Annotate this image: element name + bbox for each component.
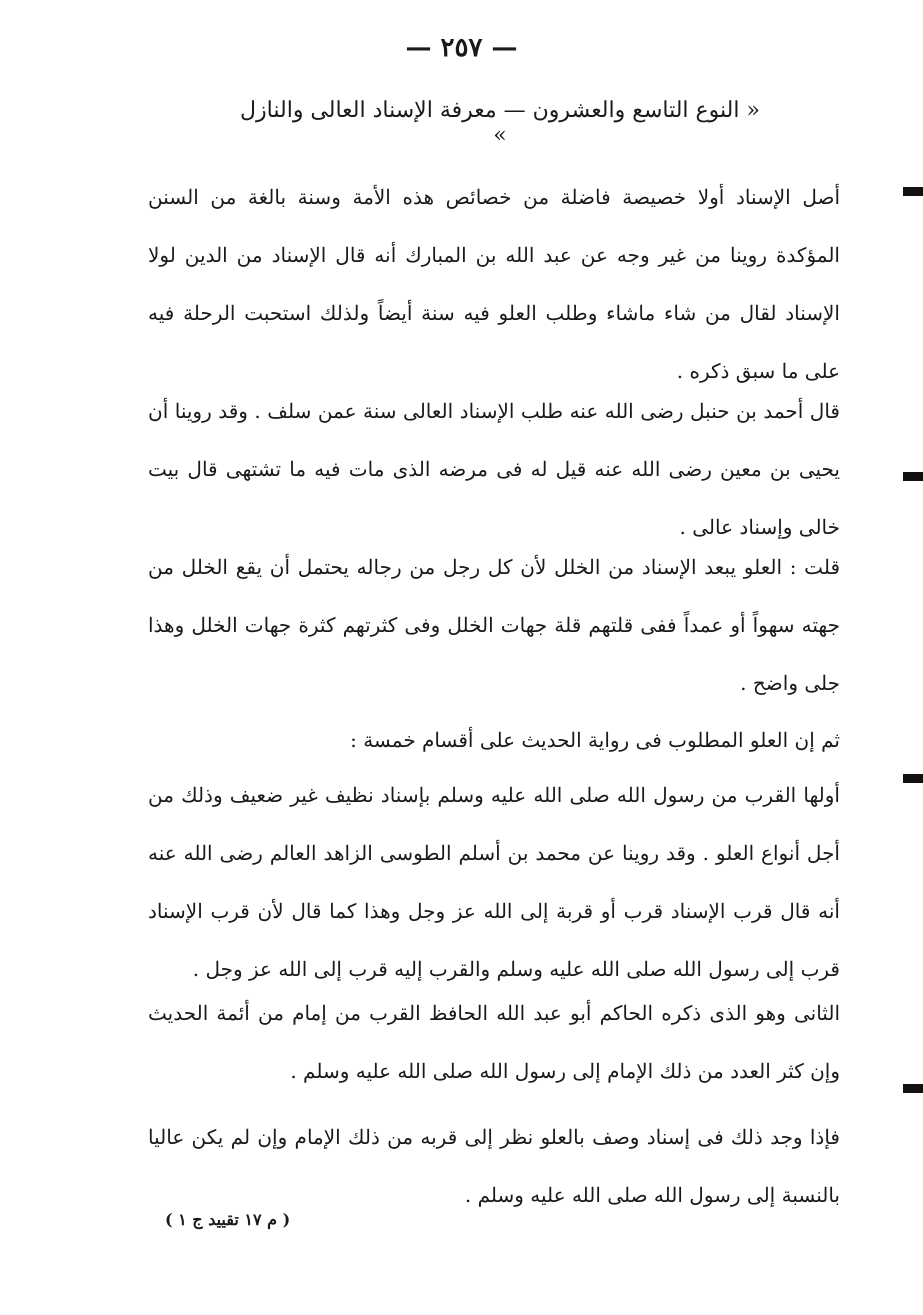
chapter-title: « النوع التاسع والعشرون — معرفة الإسناد العالى والنازل »	[240, 98, 760, 148]
page-number: — ٢٥٧ —	[405, 33, 518, 63]
paragraph-text: قال أحمد بن حنبل رضى الله عنه طلب الإسناد العالى سنة عمن سلف . وقد روينا أن يحيى بن معين رضى الله عنه قيل له فى مرضه الذى مات فيه ما تشتهى قال بيت خالى وإسناد عالى .	[148, 399, 840, 539]
paragraph-4	[148, 711, 840, 769]
paragraph-text: قلت : العلو يبعد الإسناد من الخلل لأن كل رجل من رجاله يحتمل أن يقع الخلل من جهته سهواً أو عمداً ففى قلتهم قلة جهات الخلل وفى كثرتهم كثرة جهات الخلل وهذا جلى واضح .	[148, 555, 840, 695]
paragraph-3	[148, 538, 840, 712]
paragraph-6	[148, 984, 840, 1100]
margin-mark	[903, 472, 923, 481]
paragraph-5	[148, 766, 840, 998]
footer-signature: ( م ١٧ تقييد ج ١ )	[165, 1210, 291, 1229]
paragraph-text: ثم إن العلو المطلوب فى رواية الحديث على أقسام خمسة :	[350, 728, 840, 752]
paragraph-text: فإذا وجد ذلك فى إسناد وصف بالعلو نظر إلى قربه من ذلك الإمام وإن لم يكن عاليا بالنسبة إلى رسول الله صلى الله عليه وسلم .	[148, 1125, 840, 1207]
paragraph-text: أولها القرب من رسول الله صلى الله عليه وسلم بإسناد نظيف غير ضعيف وذلك من أجل أنواع العلو . وقد روينا عن محمد بن أسلم الطوسى الزاهد العالم رضى الله عنه أنه قال قرب الإسناد قرب أو قربة إلى الله عز وجل وهذا كما قال لأن قرب الإسناد قرب إلى رسول الله صلى الله عليه وسلم والقرب إليه قرب إلى الله عز وجل .	[148, 783, 840, 981]
margin-mark	[903, 187, 923, 196]
paragraph-1	[148, 168, 840, 400]
margin-mark	[903, 774, 923, 783]
paragraph-text: الثانى وهو الذى ذكره الحاكم أبو عبد الله الحافظ القرب من إمام من أئمة الحديث وإن كثر العدد من ذلك الإمام إلى رسول الله صلى الله عليه وسلم .	[148, 1001, 840, 1083]
paragraph-7	[148, 1108, 840, 1224]
margin-mark	[903, 1084, 923, 1093]
paragraph-text: أصل الإسناد أولا خصيصة فاضلة من خصائص هذه الأمة وسنة بالغة من السنن المؤكدة روينا من غير وجه عن عبد الله بن المبارك أنه قال الإسناد من الدين لولا الإسناد لقال من شاء ماشاء وطلب العلو فيه سنة أيضاً ولذلك استحبت الرحلة فيه على ما سبق ذكره .	[148, 185, 840, 383]
paragraph-2	[148, 382, 840, 556]
